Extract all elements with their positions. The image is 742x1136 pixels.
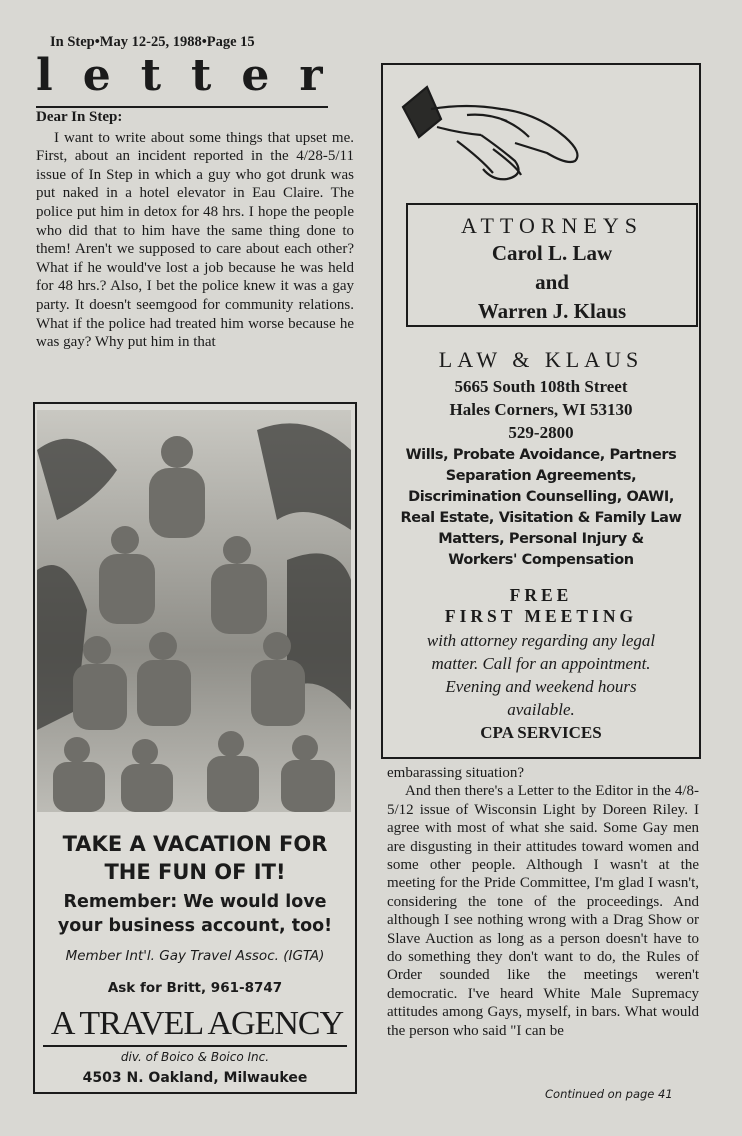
continued-note: Continued on page 41	[545, 1087, 673, 1101]
letter-continuation	[387, 764, 699, 1040]
service-line: Workers' Compensation	[448, 552, 634, 568]
attorney-name-1: Carol L. Law	[491, 241, 613, 265]
salutation: Dear In Step:	[36, 109, 123, 125]
remember-line-1: Remember: We would love	[63, 892, 327, 912]
free-label: FREE	[509, 585, 573, 605]
attorney-name-2: Warren J. Klaus	[477, 299, 627, 323]
letter-body-cont-1: embarassing situation?	[387, 765, 525, 781]
free-meeting	[383, 585, 699, 627]
firm-city: Hales Corners, WI 53130	[449, 400, 633, 419]
membership-line: Member Int'l. Gay Travel Assoc. (IGTA)	[65, 948, 325, 964]
attorney-and: and	[535, 270, 569, 294]
ad-remember	[35, 890, 355, 938]
agency-address: 4503 N. Oakland, Milwaukee	[82, 1070, 308, 1086]
headline-line-2: THE FUN OF IT!	[104, 860, 286, 884]
service-line: Real Estate, Visitation & Family Law	[400, 510, 682, 526]
travel-agency-ad	[33, 402, 357, 1094]
attorneys-box	[406, 203, 698, 327]
firm-street: 5665 South 108th Street	[454, 377, 628, 396]
letter-column	[36, 108, 354, 352]
meeting-note: with attorney regarding any legal matter. Call for an appointment. Evening and weekend hours available.	[426, 631, 656, 719]
agency-division: div. of Boico & Boico Inc.	[120, 1050, 270, 1064]
group-photo	[37, 410, 351, 812]
pointing-hand-icon	[397, 79, 587, 189]
ad-headline	[35, 830, 355, 886]
agency-rule	[43, 1045, 347, 1047]
service-line: Separation Agreements,	[445, 468, 637, 484]
attorneys-label: ATTORNEYS	[461, 213, 643, 238]
service-line: Matters, Personal Injury &	[438, 531, 644, 547]
cpa-services: CPA SERVICES	[480, 723, 602, 742]
remember-line-2: your business account, too!	[57, 916, 333, 936]
page-folio: In Step•May 12-25, 1988•Page 15	[50, 34, 255, 50]
headline-line-1: TAKE A VACATION FOR	[62, 832, 328, 856]
firm-name: LAW & KLAUS	[438, 347, 644, 372]
firm-address	[383, 375, 699, 444]
law-firm-ad	[381, 63, 701, 759]
agency-name: A TRAVEL AGENCY	[50, 1005, 344, 1042]
first-meeting-label: FIRST MEETING	[444, 606, 638, 626]
contact-line: Ask for Britt, 961-8747	[107, 980, 283, 996]
section-title: letter	[36, 50, 353, 101]
letter-body-cont-2: And then there's a Letter to the Editor in the 4/8-5/12 issue of Wisconsin Light by Doreen Riley. I agree with most of what she said. Some Gay men are disgusting in their attitudes toward women and some other people. Although I wasn't at the meeting for the Pride Committee, I'm glad I wasn't, considering the tone of the proceedings. And although I see nothing wrong with a Drag Show or Slave Auction as long as a person doesn't have to do something they don't want to do, the Rules of Order sounded like the meetings weren't democratic. I've heard White Male Supremacy attitudes among Gays, myself, in bars. What would the person who said "I can be	[387, 783, 699, 1039]
service-line: Discrimination Counselling, OAWI,	[408, 489, 674, 505]
services-list	[383, 445, 699, 571]
letter-body-start: I want to write about some things that upset me. First, about an incident reported in the 4/28-5/11 issue of In Step in which a guy who got drunk was put naked in a hotel elevator in Eau Claire. The police put him in detox for 48 hrs. I hope the people who did that to him have the same thing done to them! Aren't we supposed to care about each other? What if he would've lost a job because he was held for 48 hrs.? Also, I bet the police knew it was a gay party. It doesn't seemgood for community relations. What if the police had treated him worse because he was gay? Why put him in that	[36, 129, 354, 351]
firm-phone: 529-2800	[508, 423, 574, 442]
service-line: Wills, Probate Avoidance, Partners	[405, 447, 677, 463]
